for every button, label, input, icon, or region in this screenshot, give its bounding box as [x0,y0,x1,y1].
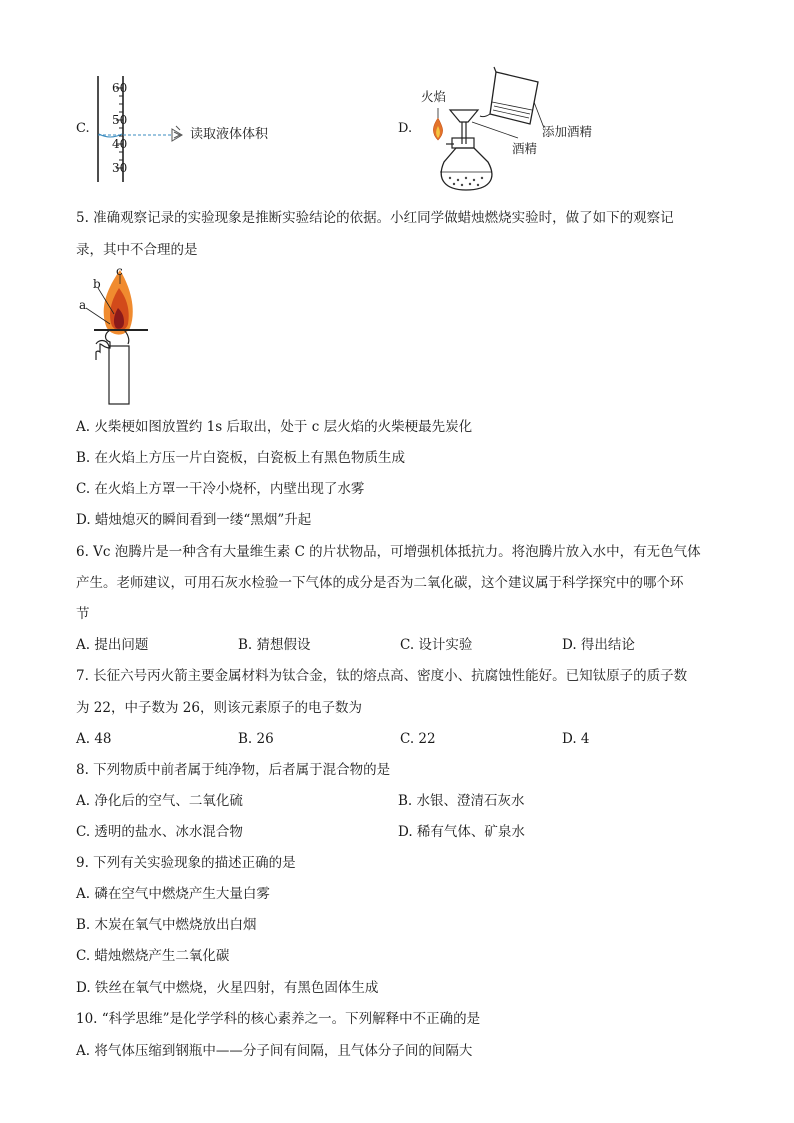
q7-option-b: B. 26 [238,731,274,747]
q7-options [76,729,736,749]
flame-label: 火焰 [421,89,447,104]
q9-option-d: D. 铁丝在氧气中燃烧，火星四射，有黑色固体生成 [76,980,379,996]
q6-stem-line2: 产生。老师建议，可用石灰水检验一下气体的成分是否为二氧化碳，这个建议属于科学探究中的哪个环 [76,575,684,591]
add-alcohol-label: 添加酒精 [542,124,593,139]
q8-options-row1 [76,791,736,811]
q7-stem-line1: 7. 长征六号丙火箭主要金属材料为钛合金，钛的熔点高、密度小、抗腐蚀性能好。已知钛原子的质子数 [76,668,688,684]
q6-option-b: B. 猜想假设 [238,637,311,653]
q7-option-d: D. 4 [562,731,590,747]
scale-mark-40: 40 [112,137,128,151]
q8-stem: 8. 下列物质中前者属于纯净物，后者属于混合物的是 [76,762,391,778]
q8-option-a: A. 净化后的空气、二氧化硫 [76,793,243,809]
q8-option-d: D. 稀有气体、矿泉水 [398,824,525,840]
q8-option-c: C. 透明的盐水、冰水混合物 [76,824,243,840]
scale-mark-50: 50 [112,113,128,127]
q6-stem-line3: 节 [76,606,90,622]
q8-options-row2 [76,822,736,842]
q4-option-d-label: D. [398,121,413,136]
q10-stem: 10. “科学思维”是化学学科的核心素养之一。下列解释中不正确的是 [76,1011,481,1027]
flame-layer-label-c: c [116,264,123,278]
q6-option-a: A. 提出问题 [76,637,149,653]
q6-options [76,635,736,655]
alcohol-lamp-figure [426,62,556,196]
candle-flame-figure [76,264,166,408]
q7-option-a: A. 48 [76,731,112,747]
q6-option-d: D. 得出结论 [562,637,635,653]
q7-stem-line2: 为 22，中子数为 26，则该元素原子的电子数为 [76,700,362,716]
read-volume-caption: 读取液体体积 [190,127,269,142]
flame-layer-label-a: a [79,298,87,312]
q5-stem-line2: 录，其中不合理的是 [76,242,198,258]
q6-option-c: C. 设计实验 [400,637,473,653]
q10-option-a: A. 将气体压缩到钢瓶中——分子间有间隔，且气体分子间的间隔大 [76,1043,473,1059]
q5-option-d: D. 蜡烛熄灭的瞬间看到一缕“黑烟”升起 [76,512,312,528]
q5-option-c: C. 在火焰上方罩一干冷小烧杯，内壁出现了水雾 [76,481,365,497]
q5-stem-line1: 5. 准确观察记录的实验现象是推断实验结论的依据。小红同学做蜡烛燃烧实验时，做了如下的观察记 [76,210,674,226]
q9-stem: 9. 下列有关实验现象的描述正确的是 [76,855,296,871]
flame-layer-label-b: b [93,277,101,291]
q5-option-b: B. 在火焰上方压一片白瓷板，白瓷板上有黑色物质生成 [76,450,406,466]
q9-option-a: A. 磷在空气中燃烧产生大量白雾 [76,886,270,902]
q9-option-c: C. 蜡烛燃烧产生二氧化碳 [76,948,230,964]
q4-option-c-label: C. [76,121,90,136]
q6-stem-line1: 6. Vc 泡腾片是一种含有大量维生素 C 的片状物品，可增强机体抵抗力。将泡腾片放入水中，有无色气体 [76,544,701,560]
q8-option-b: B. 水银、澄清石灰水 [398,793,525,809]
q7-option-c: C. 22 [400,731,436,747]
q9-option-b: B. 木炭在氧气中燃烧放出白烟 [76,917,257,933]
scale-mark-60: 60 [112,81,128,95]
scale-mark-30: 30 [112,161,128,175]
q5-option-a: A. 火柴梗如图放置约 1s 后取出，处于 c 层火焰的火柴梗最先炭化 [76,419,473,435]
alcohol-label: 酒精 [512,141,538,156]
